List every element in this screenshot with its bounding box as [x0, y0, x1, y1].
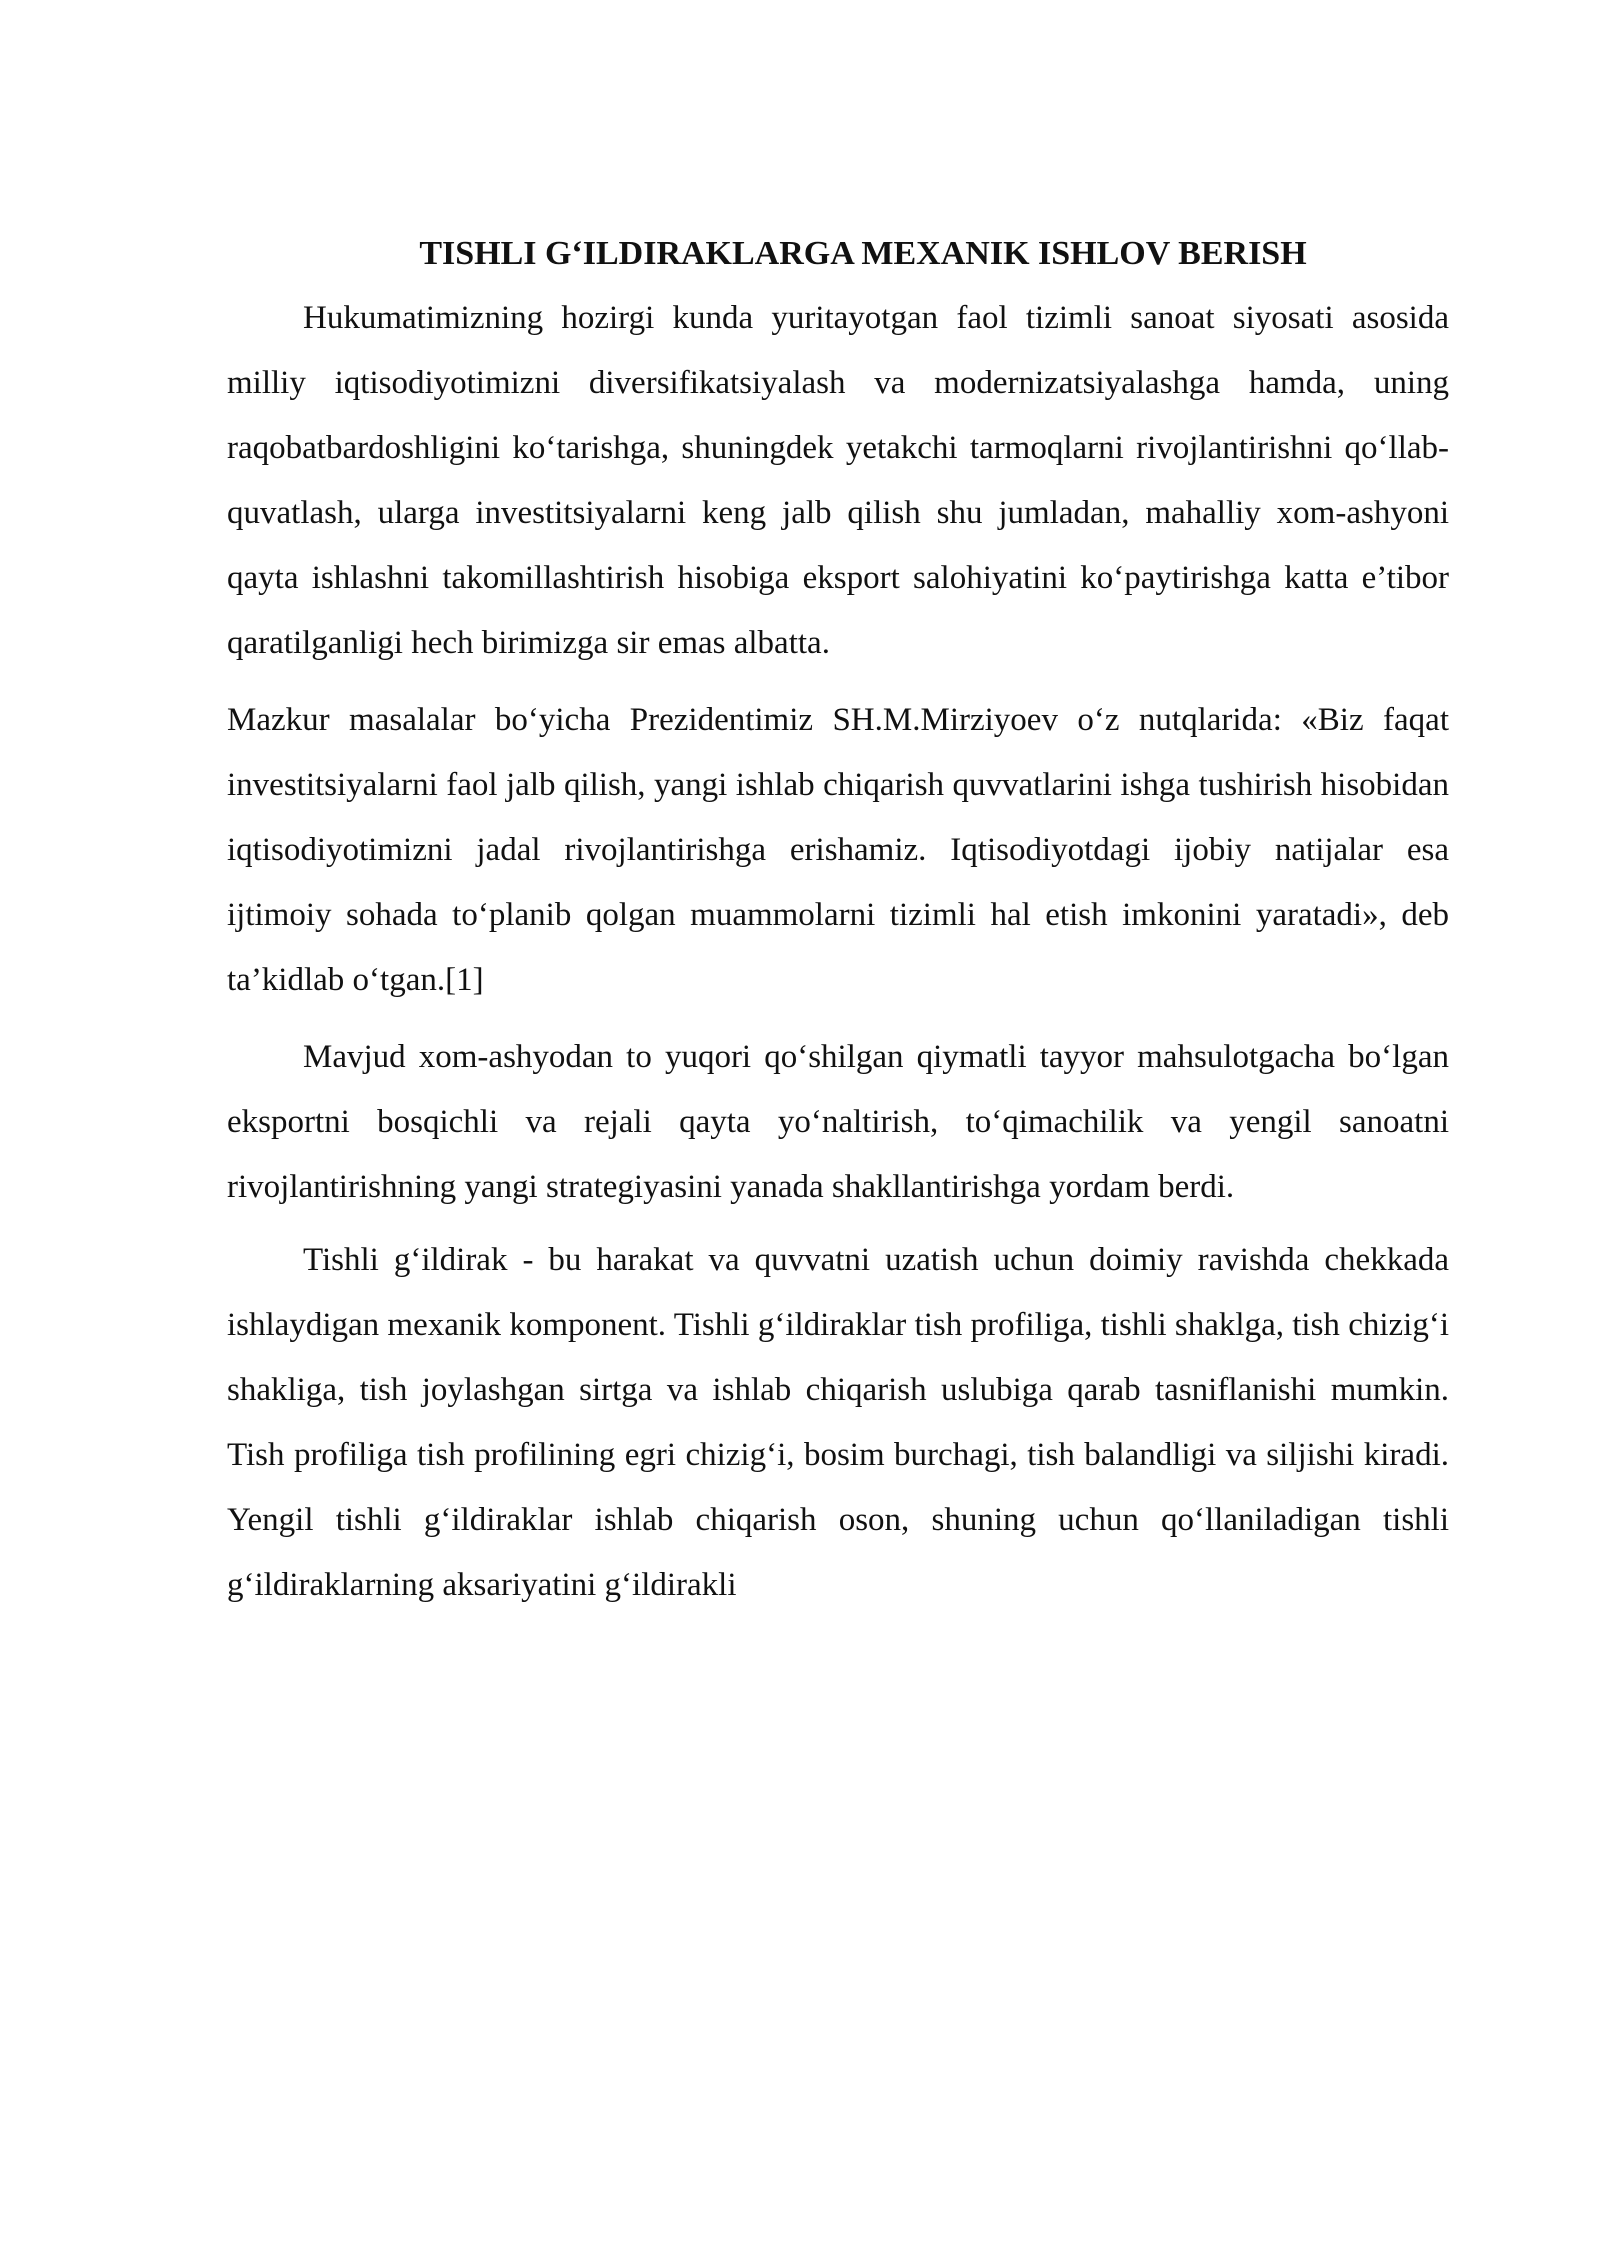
paragraph-quote: Mazkur masalalar bo‘yicha Prezidentimiz SH.M.Mirziyoev o‘z nutqlarida: «Biz faqat investitsiyalarni faol jalb qilish, yangi ishlab chiqarish quvvatlarini ishga tushirish hisobidan iqtisodiyotimizni jadal rivojlantirishga erishamiz. Iqtisodiyotdagi ijobiy natijalar esa ijtimoiy sohada to‘planib qolgan muammolarni tizimli hal etish imkonini yaratadi», deb ta’kidlab o‘tgan.[1] — [227, 702, 1449, 998]
paragraph-intro: Hukumatimizning hozirgi kunda yuritayotgan faol tizimli sanoat siyosati asosida milliy iqtisodiyotimizni diversifikatsiyalash va modernizatsiyalashga hamda, uning raqobatbardoshligini ko‘tarishga, shuningdek yetakchi tarmoqlarni rivojlantirishni qo‘llab-quvatlash, ularga investitsiyalarni keng jalb qilish shu jumladan, mahalliy xom-ashyoni qayta ishlashni takomillashtirish hisobiga eksport salohiyatini ko‘paytirishga katta e’tibor qaratilganligi hech birimizga sir emas albatta. — [227, 300, 1449, 661]
document-body — [227, 224, 1449, 1618]
paragraph-export: Mavjud xom-ashyodan to yuqori qo‘shilgan qiymatli tayyor mahsulotgacha bo‘lgan eksportni bosqichli va rejali qayta yo‘naltirish, to‘qimachilik va yengil sanoatni rivojlantirishning yangi strategiyasini yanada shakllantirishga yordam berdi. — [227, 1039, 1449, 1205]
document-title: TISHLI G‘ILDIRAKLARGA MEXANIK ISHLOV BERISH — [419, 235, 1307, 272]
paragraph-gear-definition: Tishli g‘ildirak - bu harakat va quvvatni uzatish uchun doimiy ravishda chekkada ishlaydigan mexanik komponent. Tishli g‘ildiraklar tish profiliga, tishli shaklga, tish chizig‘i shakliga, tish joylashgan sirtga va ishlab chiqarish uslubiga qarab tasniflanishi mumkin. Tish profiliga tish profilining egri chizig‘i, bosim burchagi, tish balandligi va siljishi kiradi. Yengil tishli g‘ildiraklar ishlab chiqarish oson, shuning uchun qo‘llaniladigan tishli g‘ildiraklarning aksariyatini g‘ildirakli — [227, 1242, 1449, 1603]
